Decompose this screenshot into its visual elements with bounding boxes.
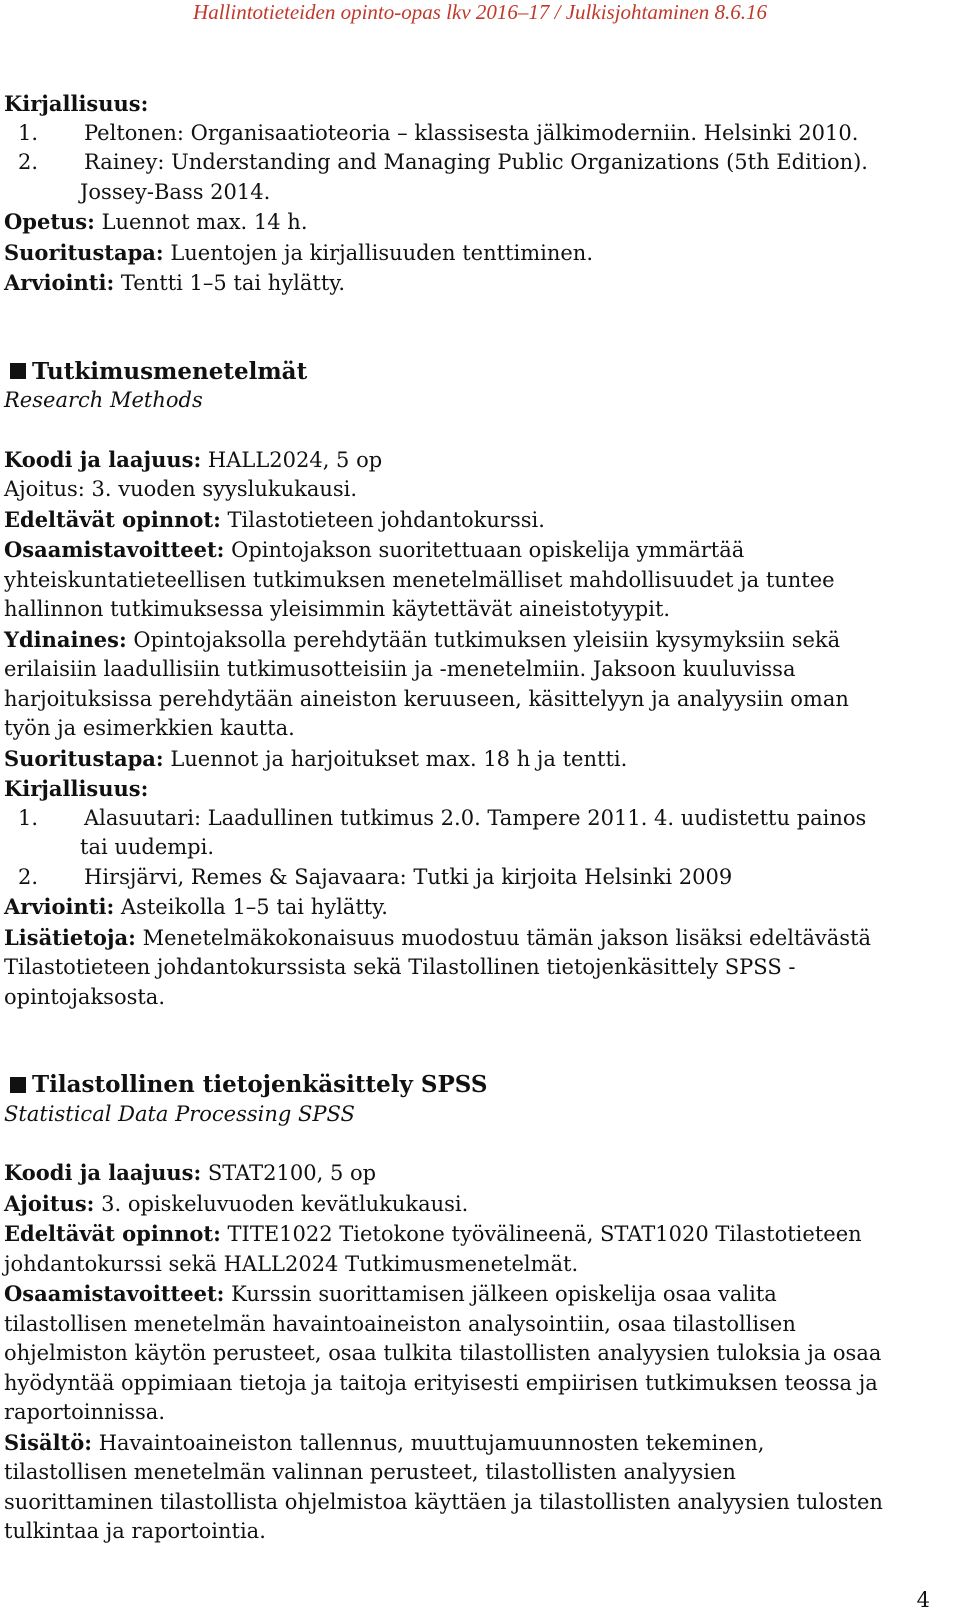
code-value: STAT2100, 5 op: [207, 1161, 377, 1185]
literature-label: Kirjallisuus:: [4, 776, 149, 801]
completion-row: [4, 238, 954, 269]
core-text: erilaisiin laadullisiin tutkimusotteisiin ja -menetelmiin. Jaksoon kuuluvissa: [4, 657, 796, 681]
grading-label: Arviointi:: [4, 894, 115, 919]
info-label: Lisätietoja:: [4, 924, 136, 950]
core-row: [4, 625, 954, 656]
literature-item: [4, 804, 954, 834]
prereq-row: [4, 505, 954, 536]
timing-row: Ajoitus: 3. vuoden syyslukukausi.: [4, 477, 358, 501]
literature-item: [4, 863, 954, 893]
item-text: Alasuutari: Laadullinen tutkimus 2.0. Tampere 2011. 4. uudistettu painos: [84, 805, 867, 830]
info-row: [4, 923, 954, 954]
info-text: Tilastotieteen johdantokurssista sekä Tilastollinen tietojenkäsittely SPSS -: [4, 955, 796, 979]
content-text: Havaintoaineiston tallennus, muuttujamuunnosten tekeminen,: [98, 1430, 765, 1455]
prereq-label: Edeltävät opinnot:: [4, 506, 221, 532]
course-title: [4, 357, 954, 387]
goals-label: Osaamistavoitteet:: [4, 537, 225, 562]
course-subtitle: Statistical Data Processing SPSS: [4, 1101, 355, 1126]
course-title: [4, 1070, 954, 1100]
item-number: 1.: [17, 805, 38, 830]
teaching-value: Luennot max. 14 h.: [101, 210, 308, 234]
running-header: Hallintotieteiden opinto-opas lkv 2016–17 / Julkisjohtaminen 8.6.16: [193, 0, 767, 24]
goals-text: tilastollisen menetelmän havaintoaineiston analysointiin, osaa tilastollisen: [4, 1311, 796, 1336]
item-number: 2.: [17, 864, 38, 889]
goals-text: yhteiskuntatieteellisen tutkimuksen menetelmälliset mahdollisuudet ja tuntee: [4, 567, 835, 592]
course-title-text: Tilastollinen tietojenkäsittely SPSS: [32, 1071, 488, 1098]
item-continuation: Jossey-Bass 2014.: [80, 179, 271, 204]
goals-text: hyödyntää oppimiaan tietoja ja taitoja erityisesti empiirisen tutkimuksen teossa ja: [4, 1370, 878, 1395]
code-value: HALL2024, 5 op: [207, 447, 383, 472]
item-text: Peltonen: Organisaatioteoria – klassisesta jälkimoderniin. Helsinki 2010.: [84, 120, 859, 145]
teaching-row: [4, 207, 954, 238]
timing-row: [4, 1189, 954, 1220]
content-label: Sisältö:: [4, 1429, 93, 1455]
course-subtitle: Research Methods: [4, 388, 203, 412]
literature-label: Kirjallisuus:: [4, 91, 149, 116]
completion-label: Suoritustapa:: [4, 745, 164, 771]
grading-row: [4, 892, 954, 923]
completion-label: Suoritustapa:: [4, 239, 164, 265]
core-label: Ydinaines:: [4, 626, 127, 652]
item-text: Rainey: Understanding and Managing Public Organizations (5th Edition).: [84, 150, 868, 174]
goals-text: Kurssin suorittamisen jälkeen opiskelija osaa valita: [231, 1282, 777, 1306]
code-label: Koodi ja laajuus:: [4, 446, 202, 472]
document-body: [4, 89, 954, 1547]
grading-row: [4, 268, 954, 299]
goals-row: [4, 535, 954, 566]
content-text: tilastollisen menetelmän valinnan perusteet, tilastollisten analyysien: [4, 1460, 736, 1484]
completion-value: Luentojen ja kirjallisuuden tenttiminen.: [170, 240, 593, 265]
item-number: 2.: [17, 150, 38, 174]
content-text: suorittaminen tilastollista ohjelmistoa käyttäen ja tilastollisten analyysien tulosten: [4, 1489, 883, 1514]
content-row: [4, 1428, 954, 1459]
grading-label: Arviointi:: [4, 270, 115, 295]
content-text: tulkintaa ja raportointia.: [4, 1519, 266, 1543]
core-text: Opintojaksolla perehdytään tutkimuksen yleisiin kysymyksiin sekä: [133, 627, 841, 652]
item-text: Hirsjärvi, Remes & Sajavaara: Tutki ja kirjoita Helsinki 2009: [84, 864, 733, 889]
item-number: 1.: [17, 120, 38, 145]
page-number: 4: [916, 1588, 930, 1612]
goals-text: hallinnon tutkimuksessa yleisimmin käytettävät aineistotyypit.: [4, 597, 671, 621]
timing-label: Ajoitus:: [4, 1190, 95, 1216]
prereq-row: [4, 1219, 954, 1250]
code-row: [4, 1158, 954, 1189]
core-text: työn ja esimerkkien kautta.: [4, 716, 295, 740]
prereq-value: Tilastotieteen johdantokurssi.: [227, 507, 545, 532]
completion-row: [4, 744, 954, 775]
literature-item: [4, 148, 954, 178]
goals-text: ohjelmiston käytön perusteet, osaa tulkita tilastollisten analyysien tuloksia ja osaa: [4, 1341, 882, 1365]
grading-value: Asteikolla 1–5 tai hylätty.: [120, 895, 388, 919]
square-bullet-icon: [10, 363, 26, 379]
goals-row: [4, 1279, 954, 1310]
prereq-label: Edeltävät opinnot:: [4, 1221, 221, 1246]
prereq-value: TITE1022 Tietokone työvälineenä, STAT1020 Tilastotieteen: [227, 1222, 862, 1246]
literature-item: [4, 119, 954, 149]
teaching-label: Opetus:: [4, 209, 95, 234]
code-label: Koodi ja laajuus:: [4, 1160, 202, 1185]
grading-value: Tentti 1–5 tai hylätty.: [120, 271, 346, 295]
info-text: opintojaksosta.: [4, 984, 165, 1009]
goals-label: Osaamistavoitteet:: [4, 1281, 225, 1306]
goals-text: Opintojakson suoritettuaan opiskelija ymmärtää: [231, 538, 745, 562]
timing-value: 3. opiskeluvuoden kevätlukukausi.: [101, 1191, 469, 1216]
code-row: [4, 445, 954, 476]
square-bullet-icon: [10, 1077, 26, 1093]
goals-text: raportoinnissa.: [4, 1400, 165, 1424]
info-text: Menetelmäkokonaisuus muodostuu tämän jakson lisäksi edeltävästä: [142, 925, 872, 950]
item-continuation: tai uudempi.: [80, 835, 215, 859]
prereq-text: johdantokurssi sekä HALL2024 Tutkimusmenetelmät.: [4, 1251, 579, 1276]
completion-value: Luennot ja harjoitukset max. 18 h ja tentti.: [170, 746, 628, 771]
core-text: harjoituksissa perehdytään aineiston keruuseen, käsittelyyn ja analyysiin oman: [4, 686, 849, 711]
course-title-text: Tutkimusmenetelmät: [32, 357, 308, 385]
